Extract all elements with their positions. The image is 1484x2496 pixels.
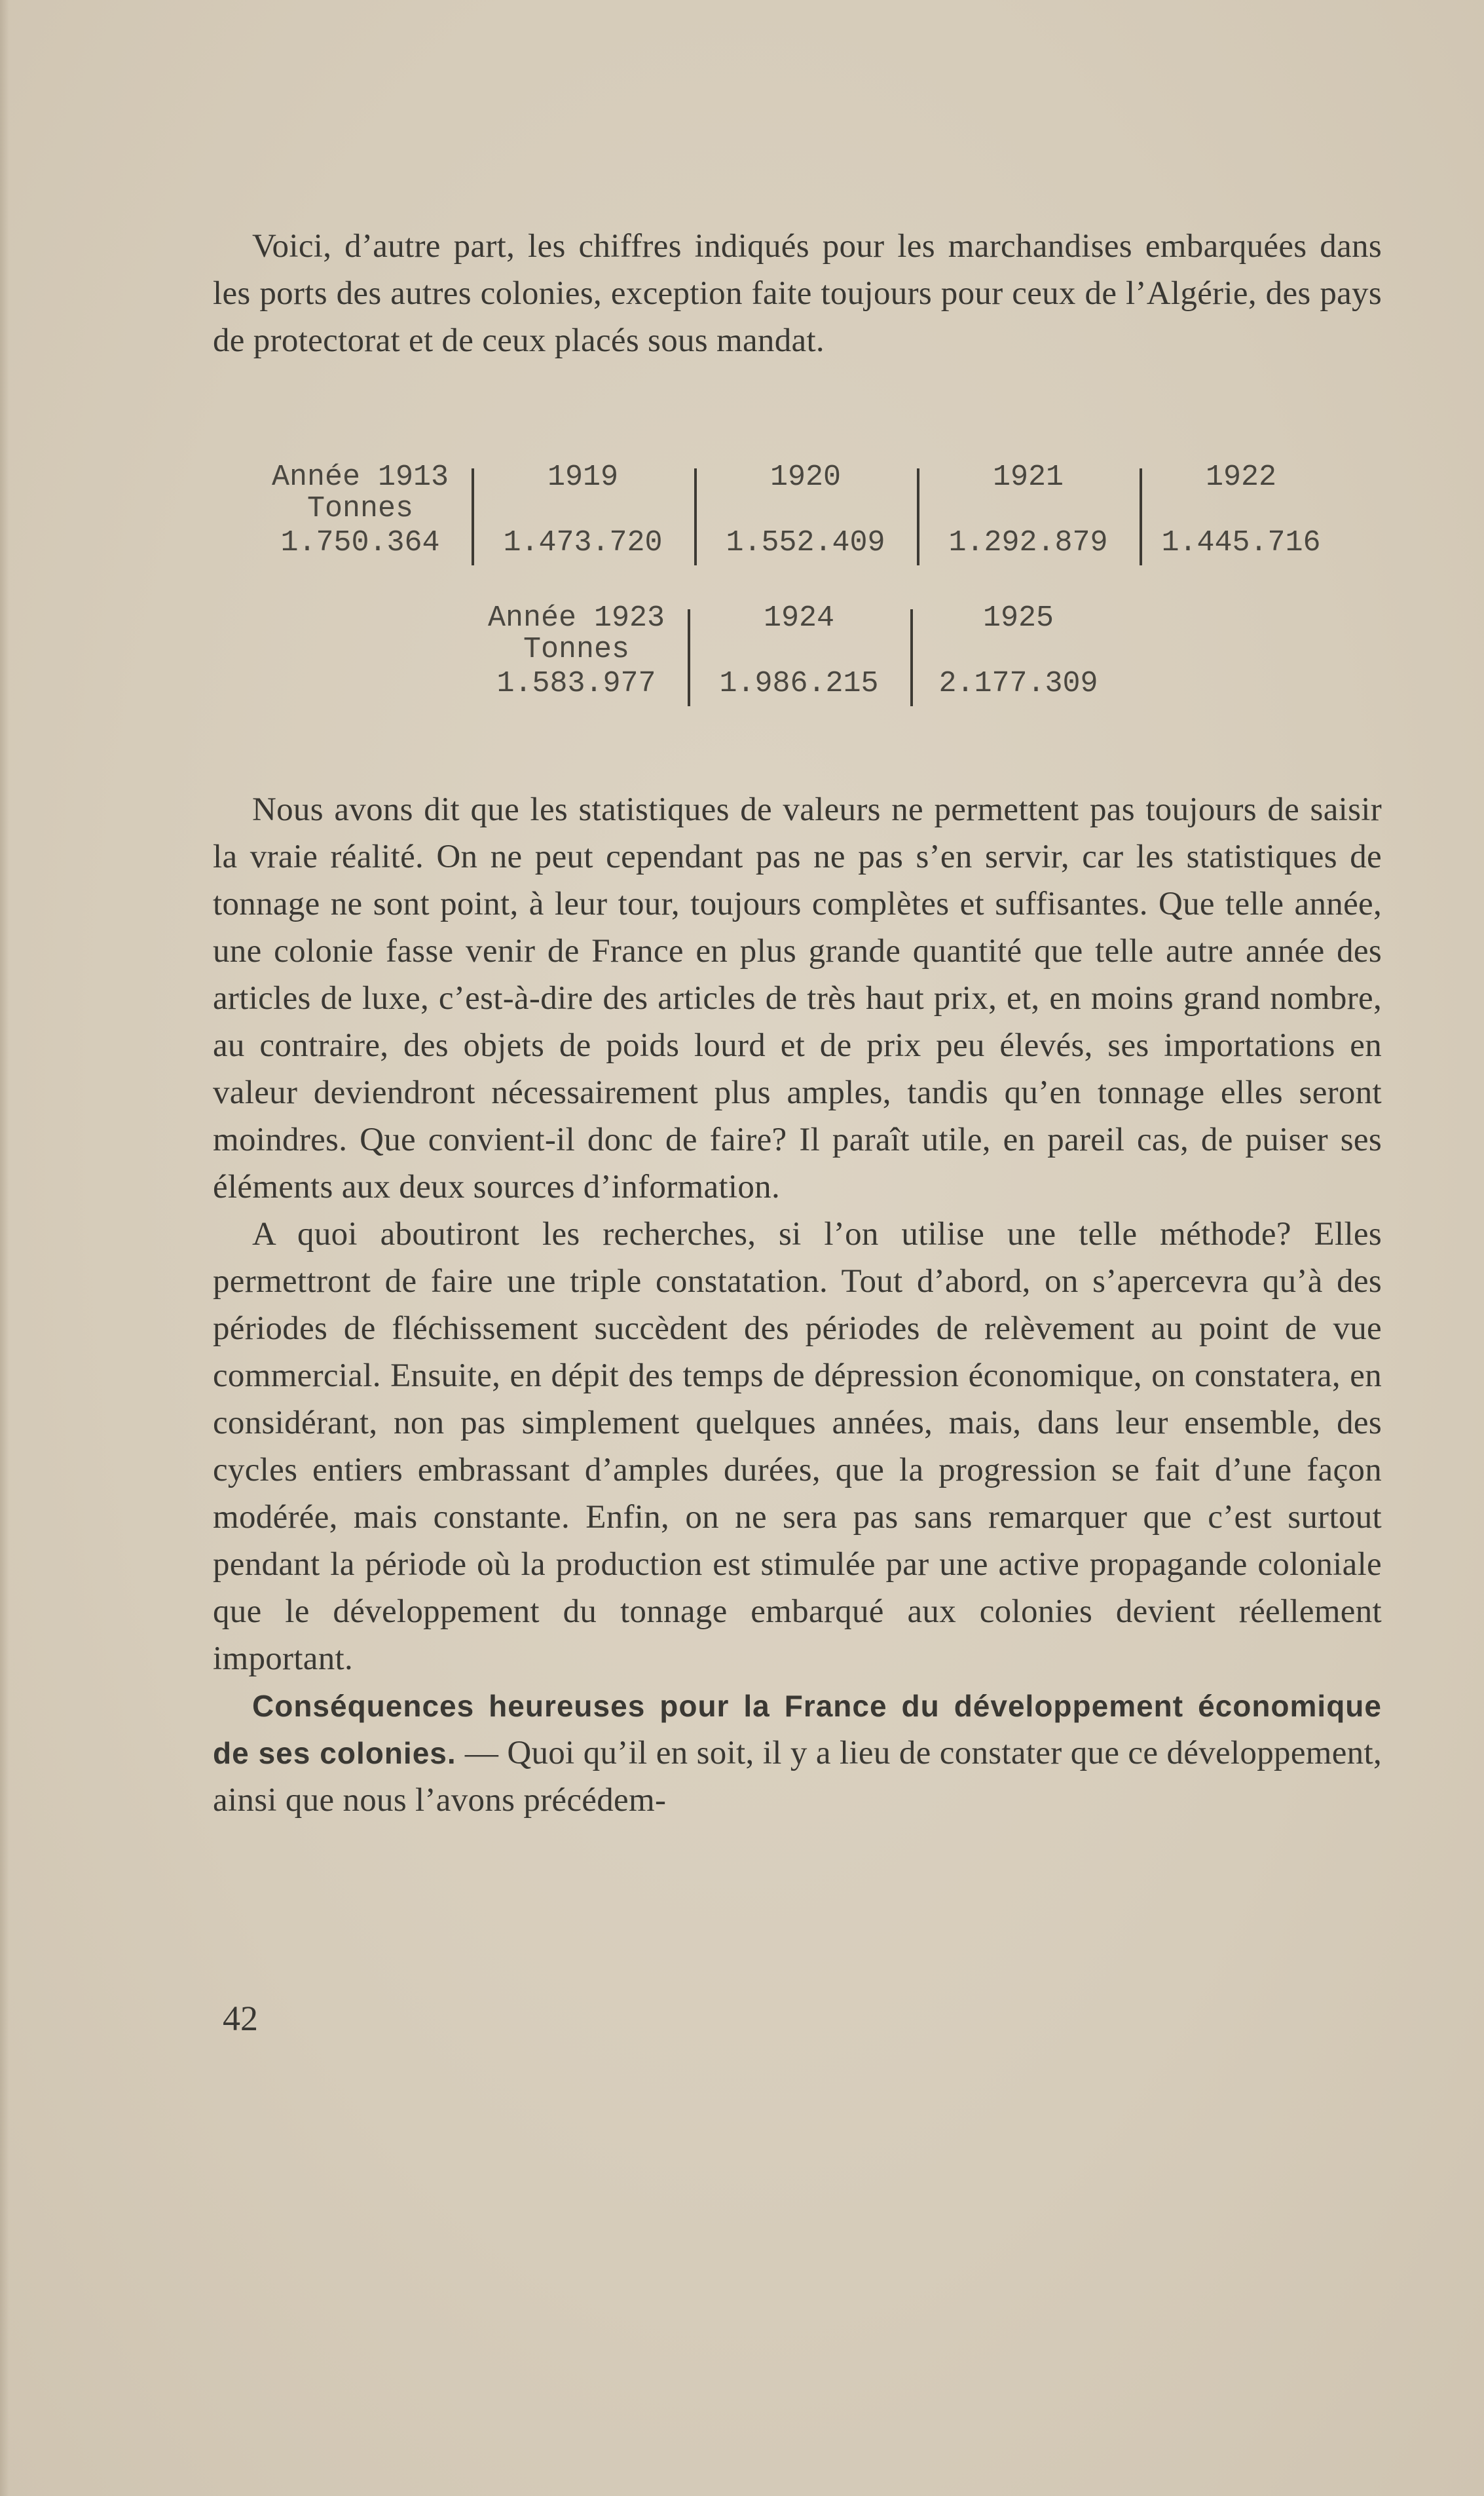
page-fold-shadow <box>0 0 9 2496</box>
table2-value-1923: 1.583.977 <box>496 667 656 700</box>
table1-year-1919: 1919 <box>547 461 619 494</box>
tonnage-table-1923-1925 <box>472 603 1126 714</box>
table1-cell-1913 <box>255 462 465 560</box>
table1-value-1920: 1.552.409 <box>726 526 885 559</box>
intro-paragraph: Voici, d’autre part, les chiffres indiqués pour les marchandises embarquées dans les ports des autres colonies, exception faite toujours pour ceux de l’Algérie, des pays de protectorat et de ceux placés sous mandat. <box>213 228 1382 359</box>
table1-year-1920: 1920 <box>770 461 842 494</box>
table1-cell-1920 <box>694 462 917 560</box>
table2-cell-1924 <box>688 603 910 701</box>
discussion-paragraph-3 <box>213 1682 1382 1824</box>
discussion-block <box>213 786 1382 1824</box>
table1-cell-1919 <box>472 462 694 560</box>
table1-year-1922: 1922 <box>1205 461 1277 494</box>
table1-value-1919: 1.473.720 <box>503 526 663 559</box>
discussion-paragraph-2: A quoi aboutiront les recherches, si l’on utilise une telle méthode? Elles permettront de faire une triple constatation. Tout d’abord, on s’apercevra qu’à des périodes de fléchissement succèdent des périodes de relèvement au point de vue commercial. Ensuite, en dépit des temps de dépression économique, on constatera, en considérant, non pas simplement quelques années, mais, dans leur ensemble, des cycles entiers embrassant d’amples durées, que la progression se fait d’une façon modérée, mais constante. Enfin, on ne sera pas sans remarquer que c’est surtout pendant la période où la production est stimulée par une active propagande coloniale que le développement du tonnage embarqué aux colonies devient réellement important. <box>213 1216 1382 1677</box>
tonnage-table-1913-1922 <box>255 462 1343 573</box>
page-number: 42 <box>223 1999 258 2038</box>
table2-value-1925: 2.177.309 <box>938 667 1098 700</box>
table1-year-1921: 1921 <box>992 461 1064 494</box>
table1-cell-1921 <box>917 462 1140 560</box>
intro-paragraph-block <box>213 223 1382 364</box>
table2-value-1924: 1.986.215 <box>719 667 879 700</box>
table2-cell-1923 <box>472 603 681 701</box>
table1-value-1921: 1.292.879 <box>948 526 1108 559</box>
discussion-paragraph-3-text: — Quoi qu’il en soit, il y a lieu de constater que ce développement, ainsi que nous l’avons précédem- <box>213 1735 1382 1819</box>
table2-year-1924: 1924 <box>763 601 835 635</box>
section-run-in-heading: Conséquences heureuses pour la France du développement économique de ses colonies. <box>213 1689 1382 1770</box>
table1-year-1913: Année 1913 <box>271 461 449 494</box>
table2-year-1923: Année 1923 <box>487 601 665 635</box>
table2-year-1925: 1925 <box>982 601 1054 635</box>
table1-cell-1922 <box>1140 462 1343 560</box>
table1-value-1913: 1.750.364 <box>280 526 440 559</box>
table2-unit: Tonnes <box>523 633 630 666</box>
table2-cell-1925 <box>910 603 1126 701</box>
discussion-paragraph-1: Nous avons dit que les statistiques de valeurs ne permettent pas toujours de saisir la vraie réalité. On ne peut cependant pas ne pas s’en servir, car les statistiques de tonnage ne sont point, à leur tour, toujours complètes et suffisantes. Que telle année, une colonie fasse venir de France en plus grande quantité que telle autre année des articles de luxe, c’est-à-dire des articles de très haut prix, et, en moins grand nombre, au contraire, des objets de poids lourd et de prix peu élevés, ses importations en valeur deviendront nécessairement plus amples, tandis qu’en tonnage elles seront moindres. Que convient-il donc de faire? Il paraît utile, en pareil cas, de puiser ses éléments aux deux sources d’information. <box>213 791 1382 1205</box>
table1-unit: Tonnes <box>306 492 414 525</box>
table1-value-1922: 1.445.716 <box>1161 526 1321 559</box>
